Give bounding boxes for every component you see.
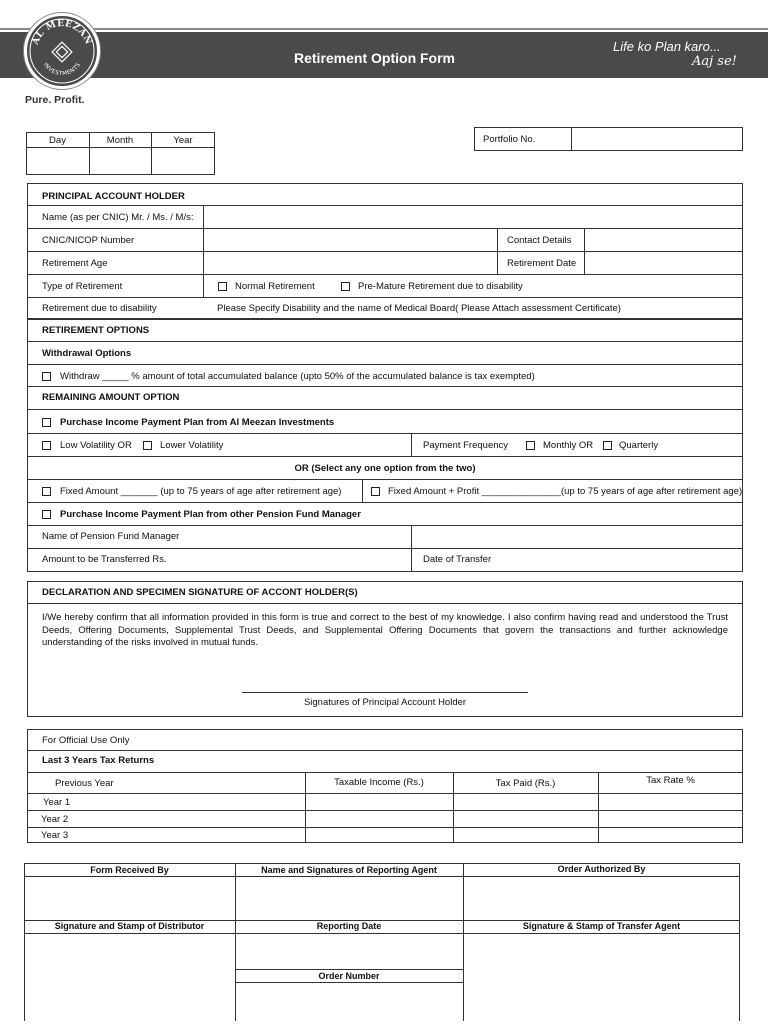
company-logo [24,13,100,89]
disability-label: Retirement due to disability [42,303,157,314]
low-volatility-label: Low Volatility OR [60,440,132,451]
name-field[interactable] [204,207,742,228]
order-number-label: Order Number [318,971,380,981]
options-heading: RETIREMENT OPTIONS [42,325,150,336]
quarterly-checkbox[interactable] [603,441,612,450]
logo-name-text: AL MEEZAN [30,18,94,47]
slogan-line2: Aaj se! [692,54,737,69]
tax-row-year2: Year 2 [41,814,69,825]
year-field[interactable] [152,148,214,174]
reporting-date-field[interactable] [236,934,462,968]
monthly-checkbox[interactable] [526,441,535,450]
contact-label: Contact Details [507,235,572,246]
col-tax-rate: Tax Rate % [646,775,695,786]
declaration-heading: DECLARATION AND SPECIMEN SIGNATURE OF ACCONT HOLDER(S) [42,587,358,598]
col-taxable-income: Taxable Income (Rs.) [334,777,424,788]
svg-text:INVESTMENTS [42,62,82,77]
retirement-date-label: Retirement Date [507,258,577,269]
order-number-field[interactable] [236,983,462,1020]
cnic-field[interactable] [204,230,496,251]
amount-transfer-field[interactable] [200,550,410,571]
day-field[interactable] [27,148,88,174]
normal-retirement-label: Normal Retirement [235,281,315,292]
purchase-meezan-label: Purchase Income Payment Plan from Al Meezan Investments [60,417,335,428]
or-select-text: OR (Select any one option from the two) [294,463,476,474]
portfolio-field[interactable] [572,128,742,150]
lower-volatility-checkbox[interactable] [143,441,152,450]
amount-transfer-label: Amount to be Transferred Rs. [42,554,167,565]
retirement-age-field[interactable] [204,253,496,274]
received-by-field[interactable] [25,877,234,919]
received-by-label: Form Received By [90,865,169,875]
reporting-agent-label: Name and Signatures of Reporting Agent [261,865,437,875]
normal-retirement-checkbox[interactable] [218,282,227,291]
signature-field[interactable] [242,660,528,691]
logo-emblem-icon [27,16,97,86]
fixed-profit-label: Fixed Amount + Profit _______________(up to 75 years of age after retirement age) [388,486,743,497]
pfm-name-field[interactable] [412,527,742,548]
slogan-line1: Life ko Plan karo... [613,39,721,54]
transfer-agent-signature-label: Signature & Stamp of Transfer Agent [522,921,681,931]
reporting-date-label: Reporting Date [316,921,382,931]
header-top-line [0,28,768,30]
name-label: Name (as per CNIC) Mr. / Ms. / M/s: [42,212,194,223]
col-tax-paid: Tax Paid (Rs.) [495,778,556,789]
premature-retirement-checkbox[interactable] [341,282,350,291]
year-label: Year [173,135,193,146]
purchase-other-checkbox[interactable] [42,510,51,519]
purchase-other-label: Purchase Income Payment Plan from other Pension Fund Manager [60,509,361,520]
withdraw-checkbox[interactable] [42,372,51,381]
lower-volatility-label: Lower Volatility [160,440,224,451]
month-field[interactable] [90,148,150,174]
signature-line [242,692,528,693]
distributor-signature-label: Signature and Stamp of Distributor [54,921,205,931]
tax-row-year3: Year 3 [41,830,69,841]
distributor-signature-field[interactable] [25,934,234,1020]
low-volatility-checkbox[interactable] [42,441,51,450]
withdrawal-heading: Withdrawal Options [42,348,132,359]
declaration-text: I/We hereby confirm that all information provided in this form is true and correct to the best of my knowledge. I also confirm having read and understood the Trust Deeds, Offering Documents, Supplemental Trust Deeds, and Supplemental Offering Documents that govern the transactions and further acknowledge understanding of the risks involved in mutual funds. [42,612,728,648]
fixed-amount-checkbox[interactable] [42,487,51,496]
remaining-heading: REMAINING AMOUNT OPTION [42,392,180,403]
quarterly-label: Quarterly [619,440,659,451]
date-transfer-label: Date of Transfer [423,554,492,565]
cnic-label: CNIC/NICOP Number [42,235,135,246]
principal-heading: PRINCIPAL ACCOUNT HOLDER [42,191,185,202]
tagline: Pure. Profit. [25,94,85,106]
col-previous-year: Previous Year [55,778,114,789]
tax-heading: Last 3 Years Tax Returns [42,755,155,766]
authorized-by-field[interactable] [464,877,739,919]
purchase-meezan-checkbox[interactable] [42,418,51,427]
fixed-amount-label: Fixed Amount _______ (up to 75 years of age after retirement age) [60,486,342,497]
monthly-label: Monthly OR [543,440,594,451]
day-label: Day [49,135,66,146]
disability-note: Please Specify Disability and the name of Medical Board( Please Attach assessment Certificate) [217,303,621,314]
premature-retirement-label: Pre-Mature Retirement due to disability [358,281,523,292]
transfer-agent-signature-field[interactable] [464,934,739,1020]
disability-field[interactable] [204,299,742,318]
reporting-agent-field[interactable] [236,877,462,919]
tax-row-year1: Year 1 [43,797,71,808]
payment-frequency-label: Payment Frequency [423,440,509,451]
type-label: Type of Retirement [42,281,123,292]
official-heading: For Official Use Only [42,735,130,746]
authorized-by-label: Order Authorized By [557,864,646,874]
retirement-date-field[interactable] [585,253,742,274]
date-transfer-field[interactable] [500,550,742,571]
retirement-age-label: Retirement Age [42,258,108,269]
portfolio-label: Portfolio No. [483,134,536,145]
signature-label: Signatures of Principal Account Holder [303,697,467,708]
month-label: Month [106,135,134,146]
fixed-profit-checkbox[interactable] [371,487,380,496]
form-title: Retirement Option Form [294,50,456,66]
withdraw-text: Withdraw _____ % amount of total accumulated balance (upto 50% of the accumulated balance is tax exempted) [60,371,535,382]
logo-sub-text: INVESTMENTS [41,61,83,78]
pfm-name-label: Name of Pension Fund Manager [42,531,180,542]
contact-field[interactable] [585,230,742,251]
